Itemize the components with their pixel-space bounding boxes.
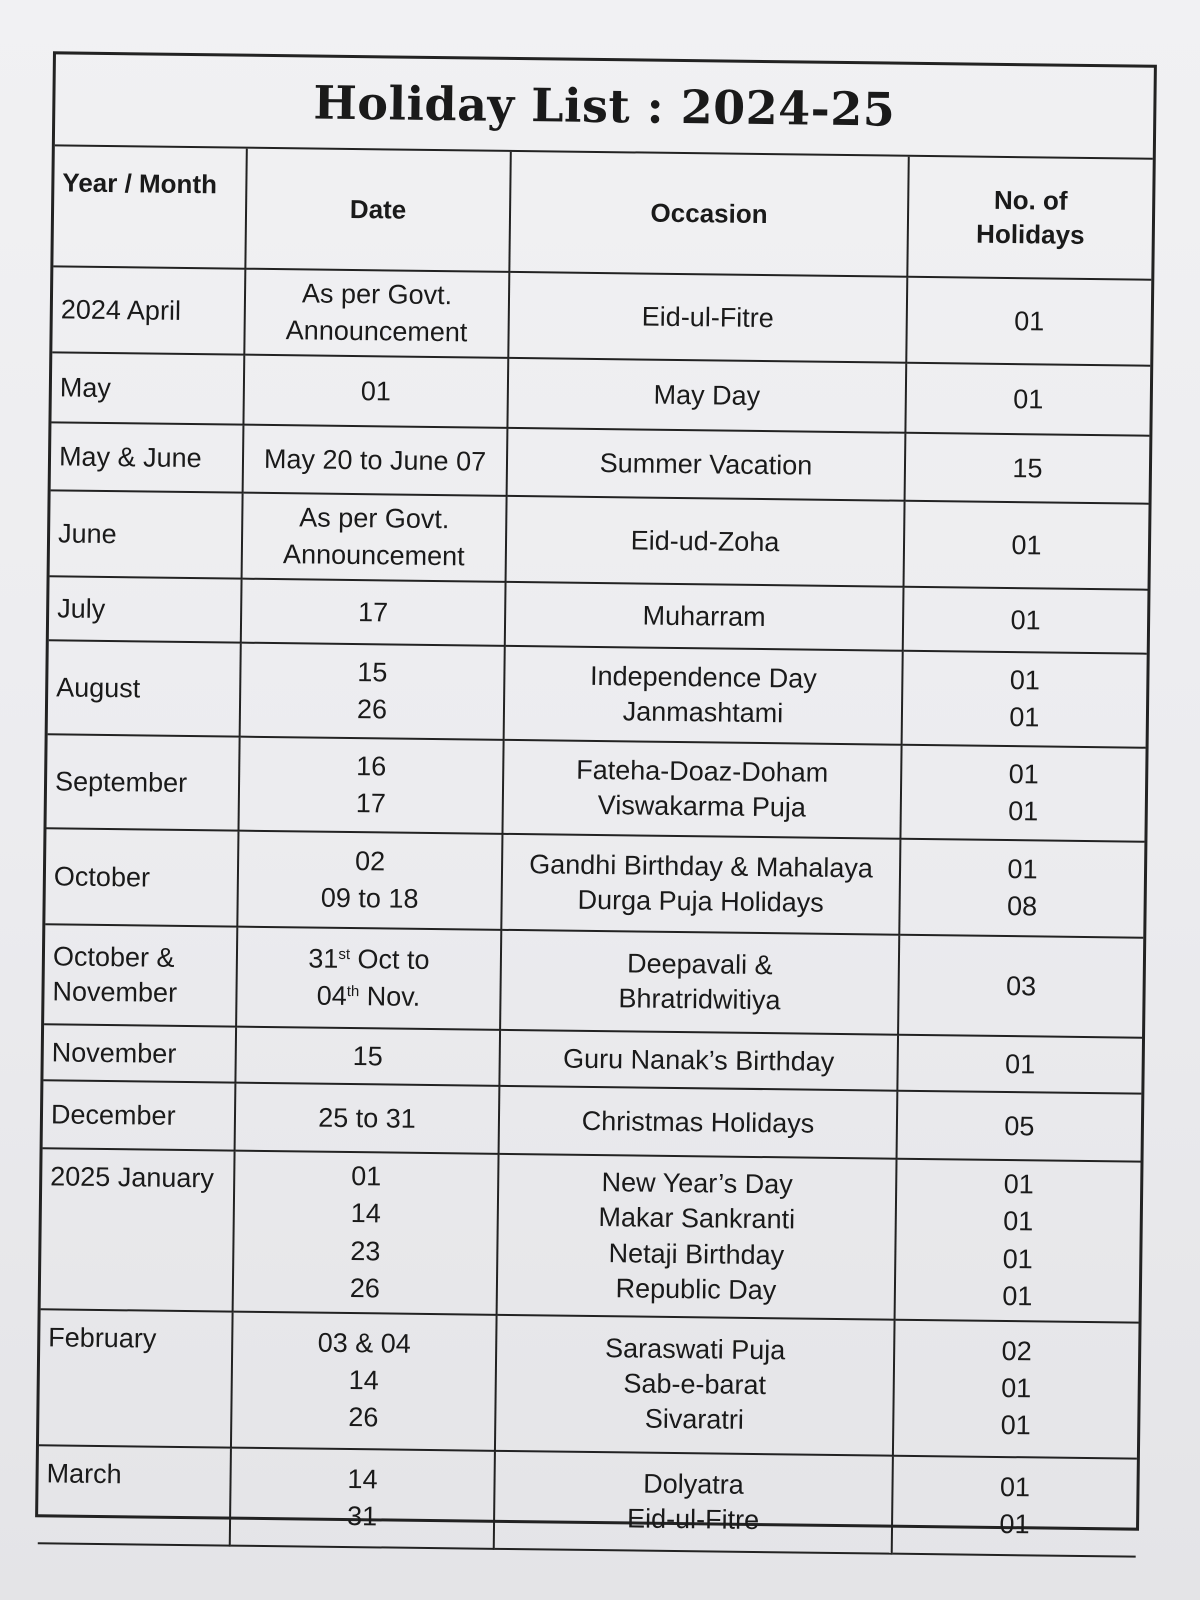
count-cell <box>900 745 1145 842</box>
date-cell <box>235 1083 500 1154</box>
header-count <box>907 157 1152 280</box>
count-cell <box>905 433 1150 504</box>
count-cell <box>895 1159 1141 1322</box>
month-cell <box>51 353 244 425</box>
dates-line: 01 <box>360 375 392 407</box>
month-line: October & <box>52 941 175 974</box>
occasions-line: Deepavali & <box>626 948 773 981</box>
occasions-line: Guru Nanak’s Birthday <box>562 1043 835 1077</box>
dates-line: 26 <box>348 1402 379 1433</box>
month-cell <box>44 925 237 1027</box>
month-cell <box>48 641 241 737</box>
date-cell <box>238 737 503 834</box>
table-row <box>48 641 1147 748</box>
date-cell <box>241 579 506 646</box>
table-row <box>51 353 1150 436</box>
occasion-cell <box>495 1315 895 1456</box>
dates-line: 16 <box>356 751 387 782</box>
count-cell <box>897 1091 1142 1162</box>
dates-line: As per Govt. <box>301 278 453 311</box>
counts-line: 01 <box>1008 759 1039 790</box>
table-row <box>45 829 1144 938</box>
occasions-line: Eid-ul-Fitre <box>641 301 774 333</box>
date-post: Nov. <box>359 981 421 1013</box>
count-cell <box>893 1319 1139 1458</box>
month-cell <box>41 1149 235 1312</box>
occasion-cell <box>506 496 905 587</box>
dates-line: 02 <box>354 846 386 877</box>
holiday-rows <box>38 266 1152 1556</box>
month-cell <box>50 491 243 580</box>
occasions-line: Dolyatra <box>643 1468 744 1500</box>
counts-line: 02 <box>1001 1336 1032 1367</box>
dates-line: 03 & 04 <box>317 1327 411 1359</box>
occasions-line: Sab-e-barat <box>623 1368 767 1401</box>
month-line: November <box>52 976 178 1009</box>
date-cell <box>242 493 507 582</box>
table-row <box>41 1149 1141 1323</box>
month-cell <box>49 577 242 643</box>
count-cell <box>906 277 1151 366</box>
occasions-line: Independence Day <box>589 661 817 694</box>
count-cell <box>892 1455 1137 1556</box>
occasion-cell <box>504 646 903 745</box>
occasions-line: Makar Sankranti <box>598 1202 796 1235</box>
date-cell <box>233 1151 499 1315</box>
counts-line: 01 <box>1007 854 1038 885</box>
month-cell <box>52 266 245 355</box>
occasions-line: Durga Puja Holidays <box>577 885 824 919</box>
counts-line: 01 <box>1000 1410 1031 1441</box>
counts-line: 01 <box>1003 1206 1034 1237</box>
table-row <box>46 735 1145 842</box>
occasion-cell <box>499 1086 898 1159</box>
dates-line: 09 to 18 <box>320 883 419 915</box>
occasion-cell <box>494 1451 893 1554</box>
month-line: March <box>46 1458 122 1490</box>
dates-line: As per Govt. <box>299 502 450 535</box>
occasions-line: Bhratridwitiya <box>618 983 781 1016</box>
counts-line: 01 <box>1002 1243 1034 1274</box>
dates-line: Announcement <box>285 315 468 348</box>
header-date: Date <box>245 149 510 272</box>
header-row <box>53 146 1152 279</box>
counts-line: 01 <box>999 1471 1031 1503</box>
dates-line: 14 <box>348 1365 379 1396</box>
date-cell <box>237 831 502 930</box>
month-line: May & June <box>58 441 202 473</box>
dates-line: 26 <box>349 1272 381 1304</box>
counts-line: 01 <box>1003 1169 1034 1200</box>
date-cell <box>240 643 505 740</box>
occasion-cell <box>501 834 900 935</box>
month-line: 2025 January <box>50 1161 215 1194</box>
occasion-cell <box>508 272 907 363</box>
counts-line: 01 <box>1010 604 1041 636</box>
dates-line: Announcement <box>282 539 465 572</box>
date-cell <box>244 269 509 358</box>
date-cell <box>235 1027 500 1086</box>
table-row <box>38 1445 1137 1556</box>
occasions-line: Sivaratri <box>644 1403 745 1436</box>
occasions-line: Eid-ud-Zoha <box>630 525 780 557</box>
counts-line: 01 <box>1011 529 1042 561</box>
occasion-cell <box>507 358 906 433</box>
count-cell <box>904 501 1149 590</box>
table-row <box>44 925 1143 1038</box>
dates-line: 25 to 31 <box>318 1102 416 1134</box>
month-line: December <box>50 1099 176 1131</box>
date-cell <box>243 355 508 428</box>
count-cell <box>898 935 1143 1038</box>
month-cell <box>38 1445 231 1545</box>
occasion-cell <box>505 582 904 651</box>
month-line: October <box>53 861 151 893</box>
counts-line: 15 <box>1012 452 1043 484</box>
occasion-cell <box>499 1030 898 1091</box>
date-post: Oct to <box>349 944 430 976</box>
holiday-list-frame <box>35 51 1157 1540</box>
occasions-line: Muharram <box>642 600 766 632</box>
month-line: November <box>51 1037 177 1069</box>
occasions-line: Saraswati Puja <box>604 1333 786 1366</box>
header-month: Year / Month <box>53 146 246 268</box>
page-title: Holiday List : 2024-25 <box>55 54 1154 159</box>
count-cell <box>902 651 1147 748</box>
date-cell <box>231 1311 497 1450</box>
counts-line: 05 <box>1004 1110 1035 1142</box>
date-line <box>243 978 493 1016</box>
occasions-line: Fateha-Doaz-Doham <box>576 755 829 789</box>
date-pre: 31 <box>308 943 339 975</box>
dates-line: 14 <box>350 1198 382 1229</box>
occasions-line: Christmas Holidays <box>581 1105 815 1139</box>
occasion-cell <box>502 740 901 839</box>
month-line: September <box>54 766 188 798</box>
dates-line: 17 <box>357 596 389 628</box>
dates-line: 26 <box>356 694 388 725</box>
date-sup: th <box>346 983 360 1001</box>
date-pre: 04 <box>316 980 347 1012</box>
counts-line: 01 <box>1013 383 1044 415</box>
occasions-line: Gandhi Birthday & Mahalaya <box>529 849 874 884</box>
date-cell <box>230 1447 495 1548</box>
month-line: August <box>56 672 141 704</box>
counts-line: 01 <box>1009 665 1041 696</box>
month-cell <box>45 829 238 927</box>
month-cell <box>51 423 244 493</box>
counts-line: 01 <box>1004 1048 1036 1080</box>
date-cell <box>243 425 508 496</box>
dates-line: 15 <box>352 1040 383 1072</box>
header-occasion: Occasion <box>509 152 908 277</box>
occasions-line: Eid-ul-Fitre <box>626 1503 760 1535</box>
holiday-table <box>38 146 1153 1557</box>
occasion-cell <box>497 1154 897 1319</box>
header-count-line1: No. of <box>993 184 1068 216</box>
date-sup: st <box>338 946 351 964</box>
counts-line: 03 <box>1005 970 1037 1002</box>
occasions-line: Netaji Birthday <box>608 1237 785 1270</box>
month-line: 2024 April <box>60 293 182 326</box>
counts-line: 01 <box>999 1508 1030 1540</box>
counts-line: 01 <box>1009 702 1040 733</box>
occasions-line: Summer Vacation <box>599 447 813 481</box>
dates-line: 23 <box>350 1235 381 1266</box>
count-cell <box>903 587 1148 654</box>
date-line <box>244 941 494 979</box>
count-cell <box>905 363 1150 436</box>
table-row <box>52 266 1151 366</box>
dates-line: 15 <box>357 657 388 688</box>
month-cell <box>43 1025 236 1083</box>
month-cell <box>46 735 239 831</box>
occasions-line: New Year’s Day <box>601 1167 793 1200</box>
month-cell <box>43 1081 236 1151</box>
occasion-cell <box>500 930 899 1035</box>
occasions-line: Janmashtami <box>622 696 784 729</box>
date-cell <box>236 927 501 1030</box>
count-cell <box>899 839 1144 938</box>
dates-line: 14 <box>347 1463 378 1495</box>
dates-line: 31 <box>346 1500 378 1532</box>
table-row <box>50 491 1149 591</box>
occasions-line: Republic Day <box>615 1272 777 1305</box>
counts-line: 01 <box>1014 305 1045 336</box>
dates-line: 17 <box>355 788 387 819</box>
dates-line: 01 <box>351 1161 382 1192</box>
counts-line: 08 <box>1006 891 1038 922</box>
occasions-line: May Day <box>653 379 761 411</box>
counts-line: 01 <box>1008 796 1039 827</box>
counts-line: 01 <box>1001 1373 1032 1404</box>
dates-line: May 20 to June 07 <box>263 443 487 477</box>
month-line: May <box>59 372 112 403</box>
month-cell <box>39 1309 233 1447</box>
table-row <box>39 1309 1139 1458</box>
month-line: July <box>57 593 106 624</box>
count-cell <box>897 1035 1142 1094</box>
month-line: June <box>57 518 117 549</box>
counts-line: 01 <box>1002 1280 1033 1312</box>
occasion-cell <box>507 428 906 501</box>
occasions-line: Viswakarma Puja <box>597 790 807 823</box>
month-line: February <box>48 1322 157 1354</box>
header-count-line2: Holidays <box>975 218 1085 250</box>
